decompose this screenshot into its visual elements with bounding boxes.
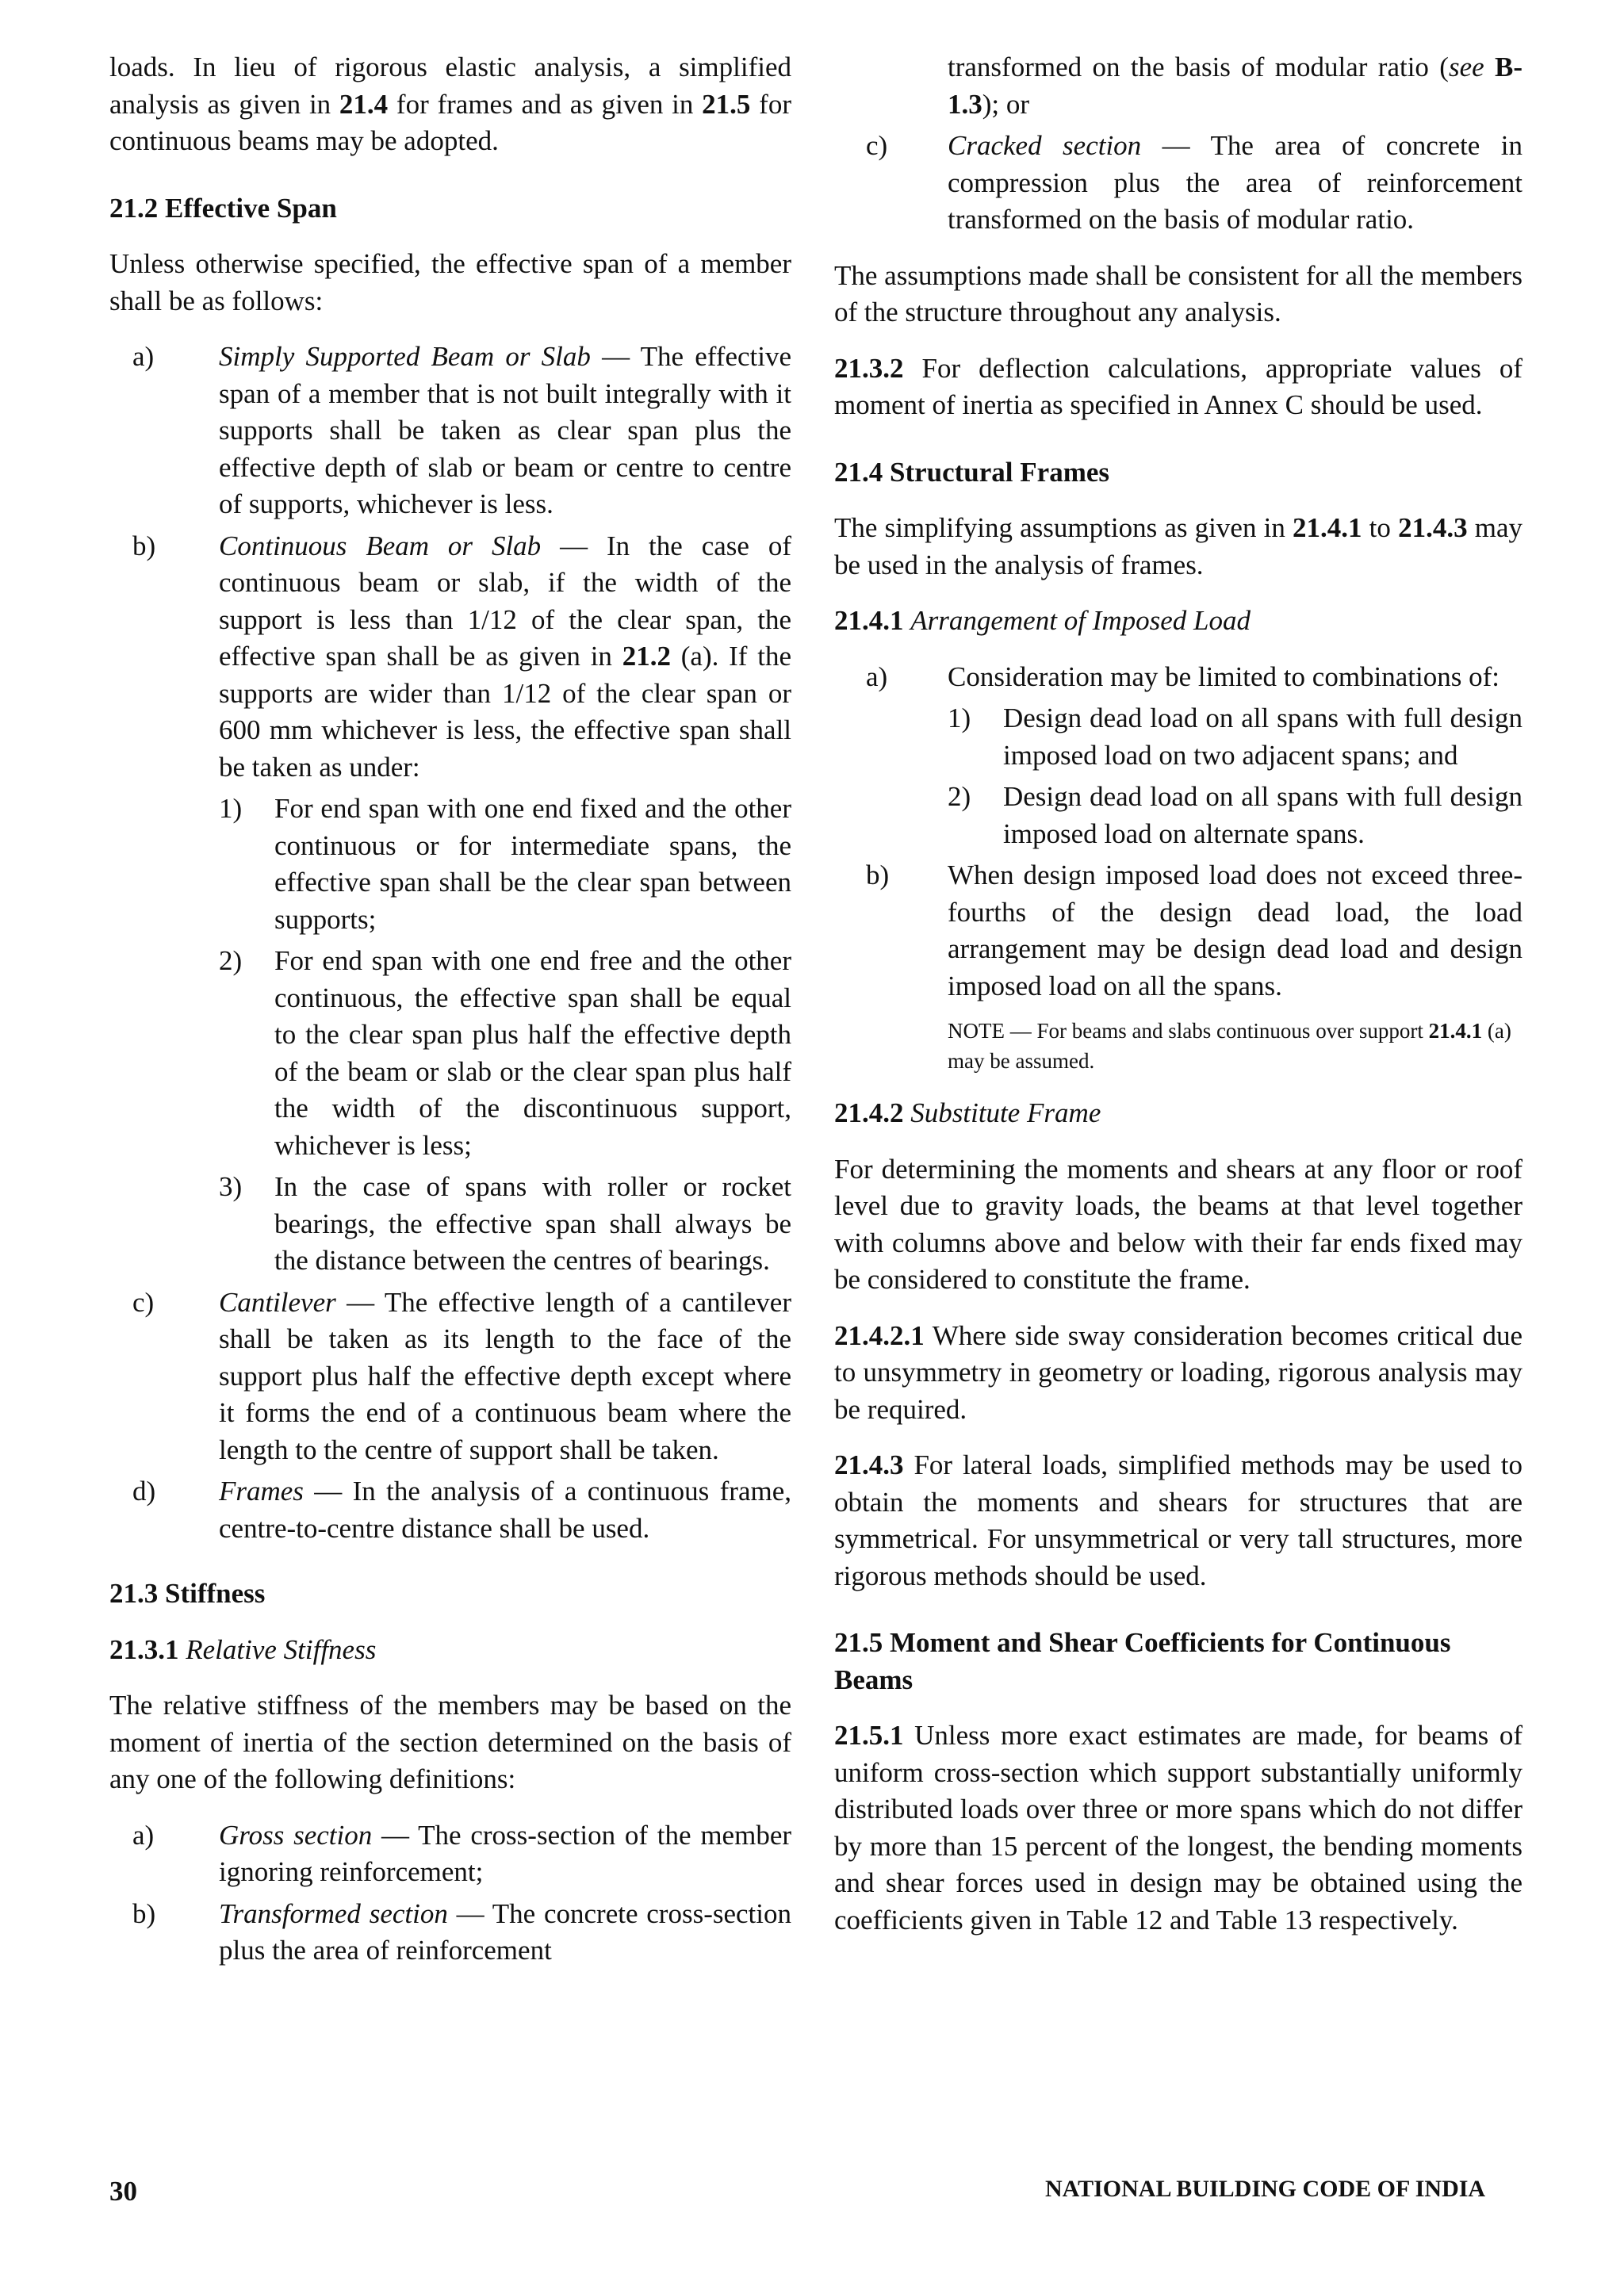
- load-item-b: b) When design imposed load does not exceed three-fourths of the design dead load, the load arrangement may be design dead load and design imposed load on all the spans.: [866, 860, 1522, 1001]
- section-21-4-1-heading: 21.4.1 Arrangement of Imposed Load: [834, 605, 1251, 636]
- section-21-3-heading: 21.3 Stiffness: [109, 1578, 266, 1609]
- section-21-4-heading: 21.4 Structural Frames: [834, 456, 1110, 488]
- note: NOTE — For beams and slabs continuous over support 21.4.1 (a) may be assumed.: [948, 1019, 1511, 1073]
- page-number: 30: [109, 2176, 137, 2207]
- load-item-a1: 1) Design dead load on all spans with full design imposed load on two adjacent spans; and: [948, 703, 1522, 771]
- section-21-4-3: 21.4.3 For lateral loads, simplified methods may be used to obtain the moments and shears for structures that are symmetrical. For unsymmetrical or very tall structures, more rigorous methods should be used.: [834, 1449, 1522, 1591]
- section-21-4-2-heading: 21.4.2 Substitute Frame: [834, 1097, 1101, 1128]
- section-21-2-heading: 21.2 Effective Span: [109, 192, 337, 224]
- stiffness-item-c: c) Cracked section — The area of concrete in compression plus the area of reinforcement transformed on the basis of modular ratio.: [866, 130, 1522, 235]
- section-21-5-heading: 21.5 Moment and Shear Coefficients for Continuous Beams: [834, 1627, 1451, 1695]
- section-21-3-2: 21.3.2 For deflection calculations, appropriate values of moment of inertia as specified in Annex C should be used.: [834, 352, 1522, 420]
- section-21-3-1-text: The relative stiffness of the members may be based on the moment of inertia of the section determined on the basis of any one of the following definitions:: [109, 1690, 791, 1794]
- section-21-3-1-heading: 21.3.1 Relative Stiffness: [109, 1633, 377, 1665]
- section-21-2-text: Unless otherwise specified, the effective span of a member shall be as follows:: [109, 248, 791, 316]
- assumptions-paragraph: The assumptions made shall be consistent for all the members of the structure throughout any analysis.: [834, 259, 1522, 327]
- section-21-4-2-text: For determining the moments and shears at any floor or roof level due to gravity loads, the beams at that level together with columns above and below with their far ends fixed may be considered to constitute the frame.: [834, 1153, 1522, 1295]
- list-item-b2: 2) For end span with one end free and the other continuous, the effective span shall be equal to the clear span plus half the effective depth of the beam or slab or the clear span plus half the width of the discontinuous support, whichever is less;: [219, 945, 791, 1161]
- list-item-a: a) Simply Supported Beam or Slab — The effective span of a member that is not built integrally with it supports shall be taken as clear span plus the effective depth of slab or beam or centre to centre of supports, whichever is less.: [132, 341, 791, 519]
- stiffness-item-b-continued: transformed on the basis of modular ratio (see B-1.3); or: [948, 52, 1523, 120]
- right-column: [834, 49, 1522, 1939]
- publication-title: NATIONAL BUILDING CODE OF INDIA: [1045, 2176, 1486, 2202]
- list-item-b1: 1) For end span with one end fixed and the other continuous or for intermediate spans, the effective span shall be the clear span between supports;: [219, 793, 791, 935]
- section-21-5-1: 21.5.1 Unless more exact estimates are made, for beams of uniform cross-section which support substantially uniformly distributed loads over three or more spans which do not differ by more than 15 percent of the longest, the bending moments and shear forces used in design may be obtained using the coefficients given in Table 12 and Table 13 respectively.: [834, 1720, 1522, 1935]
- stiffness-item-a: a) Gross section — The cross-section of the member ignoring reinforcement;: [132, 1819, 792, 1887]
- section-21-4-2-1: 21.4.2.1 Where side sway consideration becomes critical due to unsymmetry in geometry or loading, rigorous analysis may be required.: [834, 1319, 1522, 1425]
- left-column: [109, 49, 791, 1970]
- list-item-b3: 3) In the case of spans with roller or rocket bearings, the effective span shall always be the distance between the centres of bearings.: [219, 1171, 791, 1276]
- list-item-d: d) Frames — In the analysis of a continuous frame, centre-to-centre distance shall be used.: [132, 1476, 791, 1544]
- load-item-a: a) Consideration may be limited to combinations of:: [866, 660, 1500, 692]
- list-item-c: c) Cantilever — The effective length of a cantilever shall be taken as its length to the face of the support plus half the effective depth except where it forms the end of a continuous beam where the length to the centre of support shall be taken.: [132, 1286, 791, 1465]
- load-item-a2: 2) Design dead load on all spans with full design imposed load on alternate spans.: [948, 781, 1522, 849]
- stiffness-item-b: b) Transformed section — The concrete cross-section plus the area of reinforcement: [132, 1897, 791, 1966]
- list-item-b: b) Continuous Beam or Slab — In the case of continuous beam or slab, if the width of the support is less than 1/12 of the clear span, the effective span shall be as given in 21.2 (a). If the supports are wider than 1/12 of the clear span or 600 mm whichever is less, the effective span shall be taken as under:: [132, 530, 791, 783]
- section-21-4-text: The simplifying assumptions as given in 21.4.1 to 21.4.3 may be used in the analysis of frames.: [834, 512, 1522, 580]
- intro-paragraph: loads. In lieu of rigorous elastic analysis, a simplified analysis as given in 21.4 for frames and as given in 21.5 for continuous beams may be adopted.: [109, 52, 791, 156]
